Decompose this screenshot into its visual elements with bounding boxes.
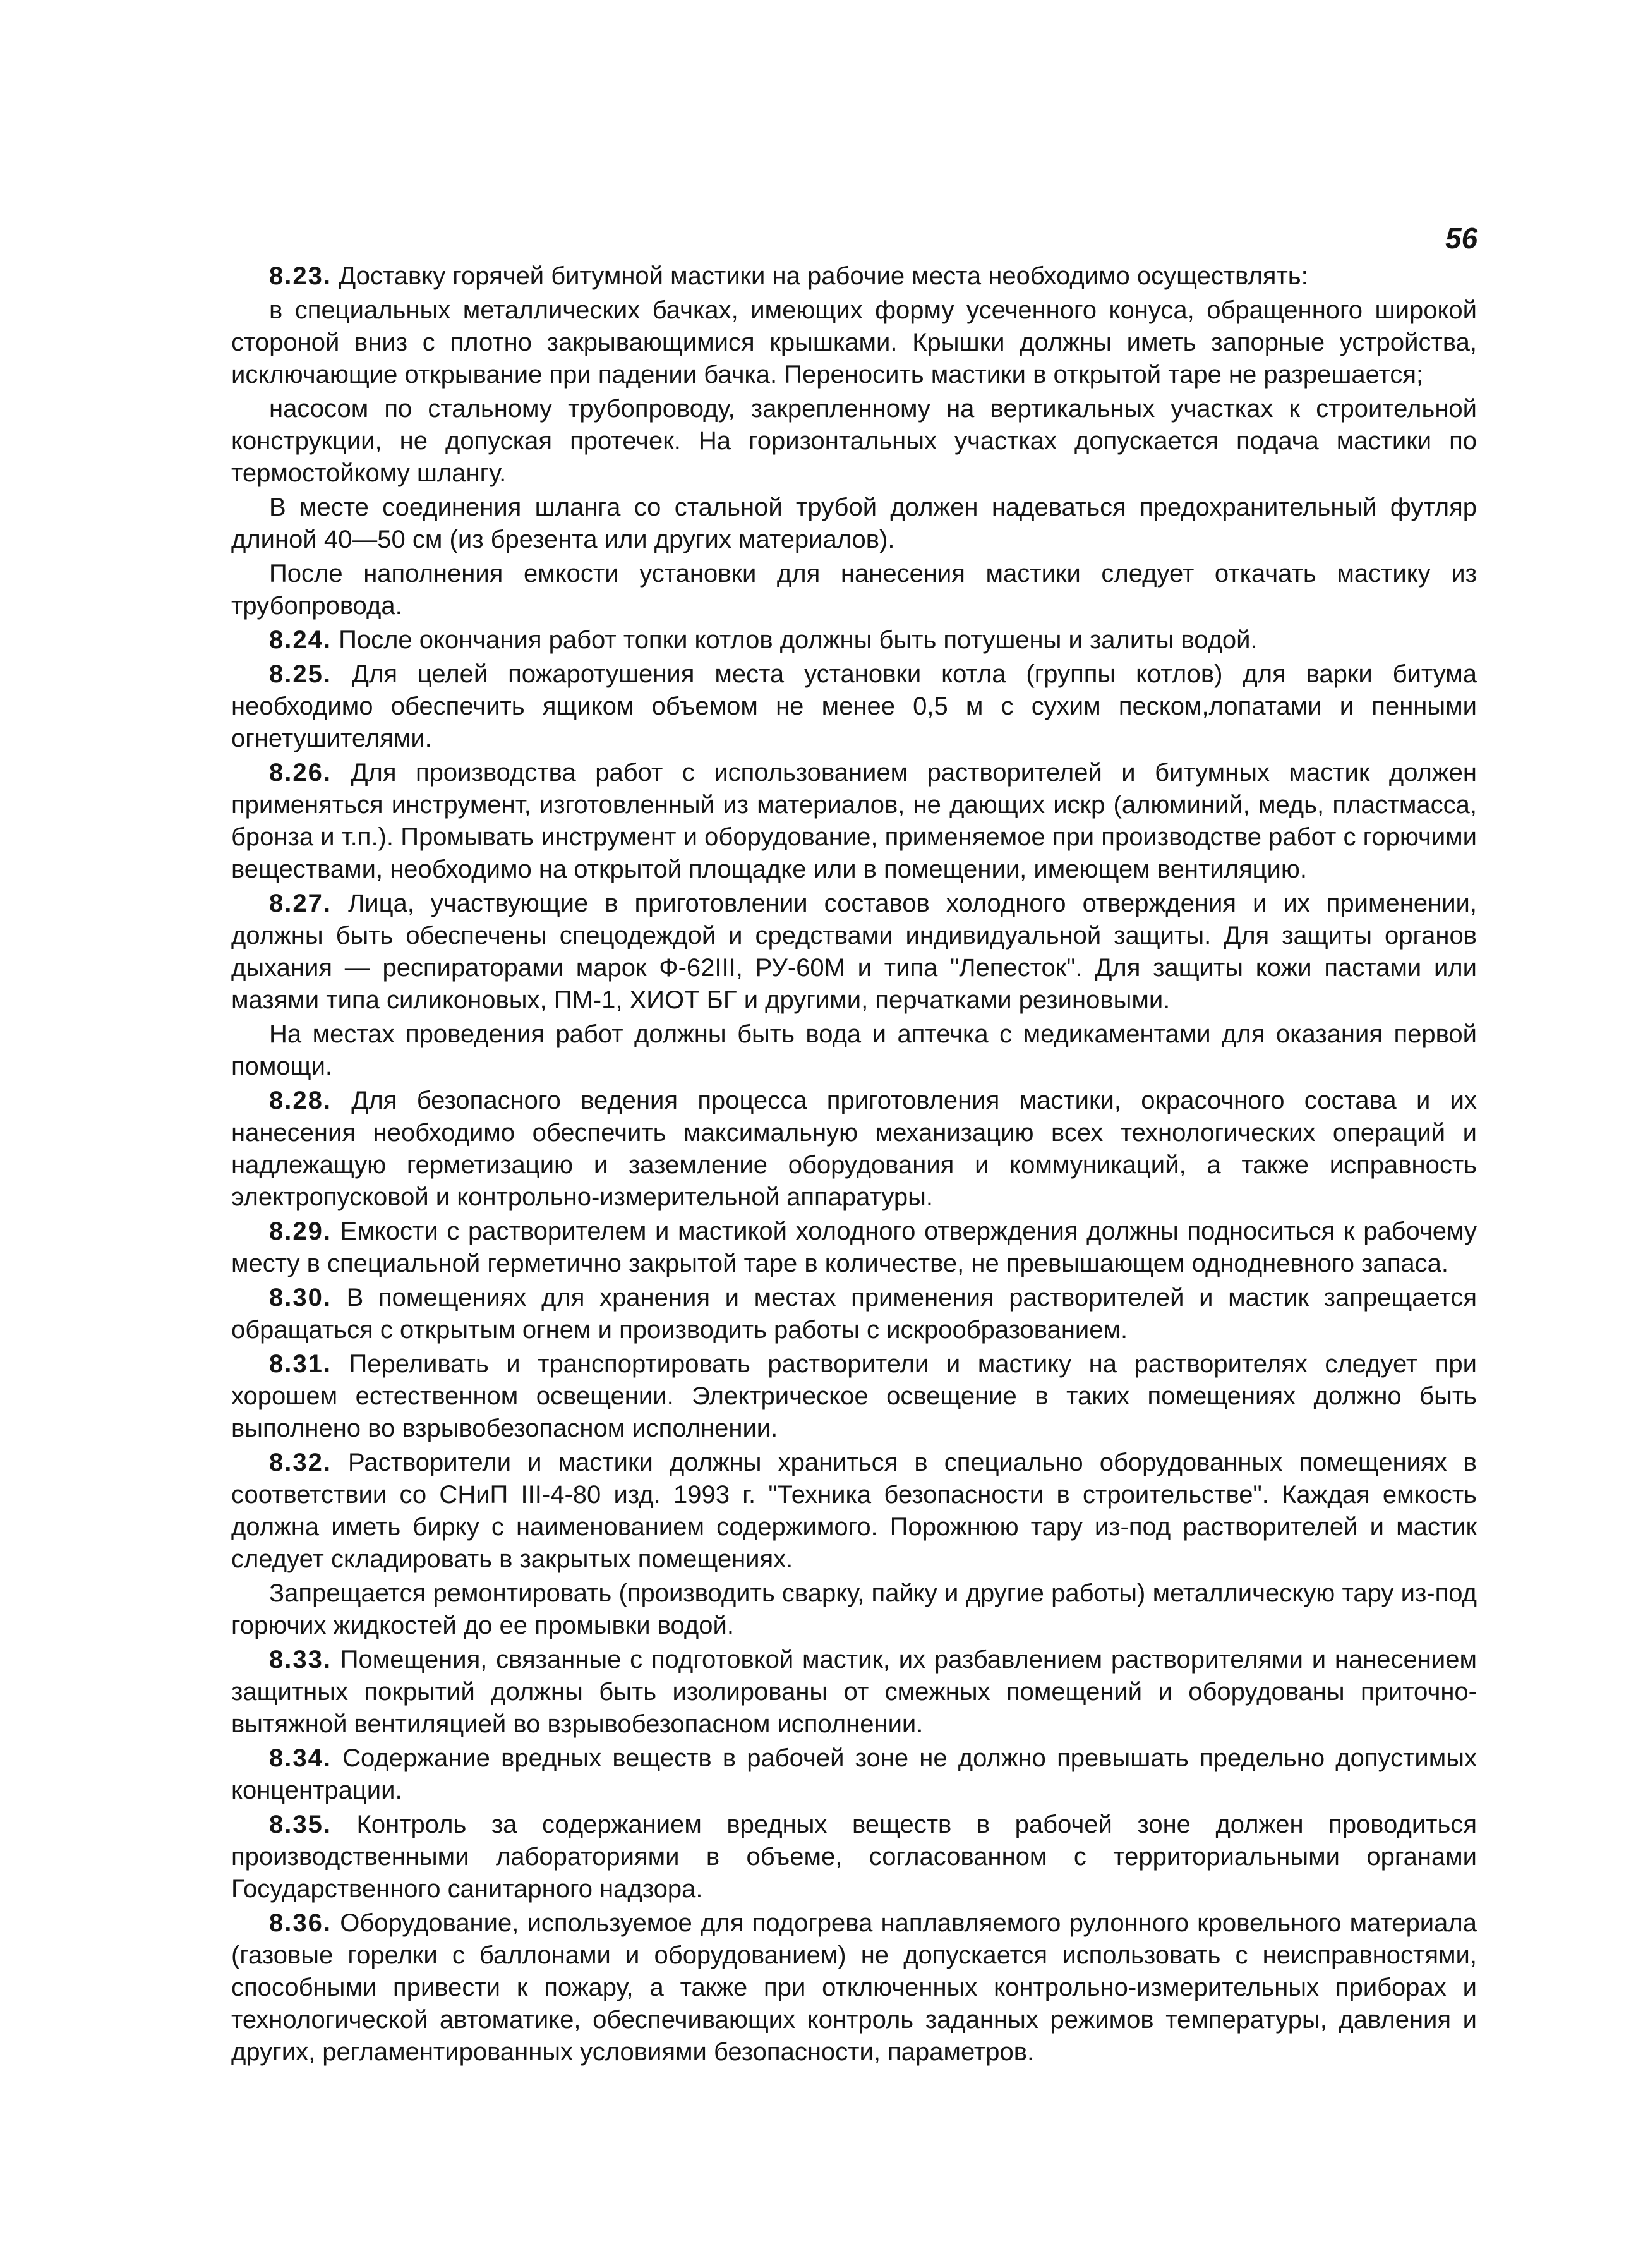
page-number: 56 (1445, 222, 1478, 255)
paragraph-8-25 (231, 658, 1477, 755)
paragraph-8-28 (231, 1085, 1477, 1214)
clause-number: 8.28. (269, 1087, 332, 1114)
clause-number: 8.31. (269, 1350, 332, 1378)
clause-number: 8.32. (269, 1449, 332, 1476)
paragraph-8-29 (231, 1215, 1477, 1280)
paragraph-text: Для производства работ с использованием растворителей и битумных мастик должен применяться инструмент, изготовленный из материалов, не дающих искр (алюминий, медь, пластмасса, бронза и т.п.). Промывать инструмент и оборудование, применяемое при производстве работ с горючими веществами, необходимо на открытой площадке или в помещении, имеющем вентиляцию. (231, 759, 1477, 883)
clause-number: 8.33. (269, 1646, 332, 1674)
paragraph-text: После наполнения емкости установки для нанесения мастики следует откачать мастику из трубопровода. (231, 560, 1477, 620)
paragraph-text: в специальных металлических бачках, имеющих форму усеченного конуса, обращенного широкой стороной вниз с плотно закрывающимися крышками. Крышки должны иметь запорные устройства, исключающие открывание при падении бачка. Переносить мастики в открытой таре не разрешается; (231, 296, 1477, 389)
paragraph-8-31 (231, 1348, 1477, 1445)
paragraph-8-23 (231, 260, 1477, 293)
paragraph-text: Переливать и транспортировать растворители и мастику на растворителях следует при хорошем естественном освещении. Электрическое освещение в таких помещениях должно быть выполнено во взрывобезопасном исполнении. (231, 1350, 1477, 1442)
paragraph-text: Помещения, связанные с подготовкой мастик, их разбавлением растворителями и нанесением защитных покрытий должны быть изолированы от смежных помещений и оборудованы приточно-вытяжной вентиляцией во взрывобезопасном исполнении. (231, 1646, 1477, 1738)
paragraph-8-32 (231, 1447, 1477, 1576)
paragraph-text: Для безопасного ведения процесса приготовления мастики, окрасочного состава и их нанесения необходимо обеспечить максимальную механизацию всех технологических операций и надлежащую герметизацию и заземление оборудования и коммуникаций, а также исправность электропусковой и контрольно-измерительной аппаратуры. (231, 1087, 1477, 1211)
clause-number: 8.29. (269, 1217, 332, 1245)
paragraph-text: Контроль за содержанием вредных веществ в рабочей зоне должен проводиться производственными лабораториями в объеме, согласованном с территориальными органами Государственного санитарного надзора. (231, 1811, 1477, 1903)
clause-number: 8.30. (269, 1284, 332, 1312)
paragraph-text: Растворители и мастики должны храниться в специально оборудованных помещениях в соответствии со СНиП III-4-80 изд. 1993 г. "Техника безопасности в строительстве". Каждая емкость должна иметь бирку с наименованием содержимого. Порожнюю тару из-под растворителей и мастик следует складировать в закрытых помещениях. (231, 1449, 1477, 1573)
paragraph-item (231, 393, 1477, 490)
paragraph-text: Лица, участвующие в приготовлении составов холодного отверждения и их применении, должны быть обеспечены спецодеждой и средствами индивидуальной защиты. Для защиты органов дыхания — респираторами марок Ф-62III, РУ-60М и типа "Лепесток". Для защиты кожи пастами или мазями типа силиконовых, ПМ-1, ХИОТ БГ и другими, перчатками резиновыми. (231, 890, 1477, 1014)
document-body (231, 260, 1477, 2070)
paragraph-8-24 (231, 624, 1477, 656)
paragraph-text: На местах проведения работ должны быть вода и аптечка с медикаментами для оказания первой помощи. (231, 1020, 1477, 1080)
paragraph-text: После окончания работ топки котлов должны быть потушены и залиты водой. (339, 626, 1258, 654)
paragraph-8-30 (231, 1282, 1477, 1346)
paragraph-text: Оборудование, используемое для подогрева наплавляемого рулонного кровельного материала (газовые горелки с баллонами и оборудованием) не допускается использовать с неисправностями, способными привести к пожару, а также при отключенных контрольно-измерительных приборах и технологической автоматике, обеспечивающих контроль заданных режимов температуры, давления и других, регламентированных условиями безопасности, параметров. (231, 1909, 1477, 2066)
paragraph-8-26 (231, 757, 1477, 886)
clause-number: 8.34. (269, 1744, 332, 1772)
paragraph-item (231, 558, 1477, 622)
clause-number: 8.36. (269, 1909, 332, 1937)
paragraph-text: Запрещается ремонтировать (производить сварку, пайку и другие работы) металлическую тару из-под горючих жидкостей до ее промывки водой. (231, 1579, 1477, 1639)
paragraph-text: Содержание вредных веществ в рабочей зоне не должно превышать предельно допустимых концентрации. (231, 1744, 1477, 1804)
clause-number: 8.35. (269, 1811, 332, 1838)
paragraph-text: Доставку горячей битумной мастики на рабочие места необходимо осуществлять: (339, 262, 1308, 290)
paragraph-8-34 (231, 1742, 1477, 1807)
paragraph-8-36 (231, 1907, 1477, 2068)
clause-number: 8.24. (269, 626, 332, 654)
paragraph-8-27 (231, 888, 1477, 1016)
paragraph-item (231, 1018, 1477, 1083)
paragraph-text: В месте соединения шланга со стальной трубой должен надеваться предохранительный футляр длиной 40—50 см (из брезента или других материалов). (231, 493, 1477, 553)
clause-number: 8.26. (269, 759, 332, 787)
paragraph-8-35 (231, 1809, 1477, 1905)
paragraph-text: насосом по стальному трубопроводу, закрепленному на вертикальных участках к строительной конструкции, не допуская протечек. На горизонтальных участках допускается подача мастики по термостойкому шлангу. (231, 395, 1477, 487)
clause-number: 8.25. (269, 660, 332, 688)
paragraph-item (231, 1577, 1477, 1642)
paragraph-text: В помещениях для хранения и местах применения растворителей и мастик запрещается обращаться с открытым огнем и производить работы с искрообразованием. (231, 1284, 1477, 1344)
clause-number: 8.23. (269, 262, 332, 290)
paragraph-text: Для целей пожаротушения места установки котла (группы котлов) для варки битума необходимо обеспечить ящиком объемом не менее 0,5 м с сухим песком,лопатами и пенными огнетушителями. (231, 660, 1477, 752)
paragraph-item (231, 492, 1477, 556)
paragraph-item (231, 294, 1477, 391)
paragraph-text: Емкости с растворителем и мастикой холодного отверждения должны подноситься к рабочему месту в специальной герметично закрытой таре в количестве, не превышающем однодневного запаса. (231, 1217, 1477, 1277)
clause-number: 8.27. (269, 890, 332, 917)
paragraph-8-33 (231, 1644, 1477, 1740)
